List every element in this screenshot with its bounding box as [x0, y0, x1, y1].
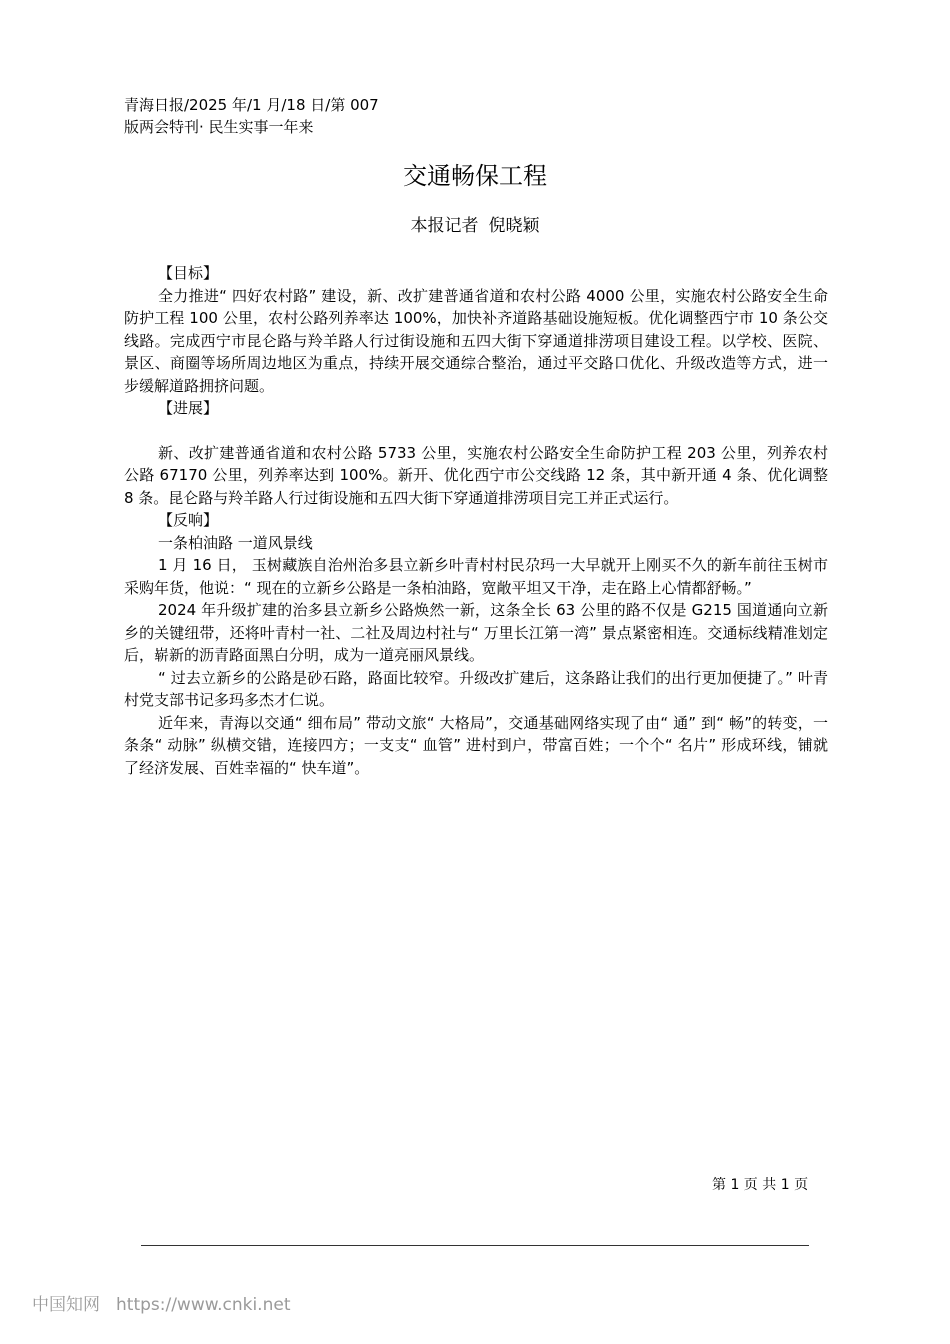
paragraph-progress: 新、改扩建普通省道和农村公路 5733 公里，实施农村公路安全生命防护工程 203 公里，列养农村公路 67170 公里，列养率达到 100%。新开、优化西宁市公交线路 12 条，其中新开通 4 条、优化调整 8 条。昆仑路与羚羊路人行过街设施和五四大街下穿通道排涝项目完工并正式运行。: [124, 443, 828, 507]
author-name: 倪晓颖: [488, 216, 540, 236]
article-body: [124, 262, 828, 779]
source-line-2: 版两会特刊· 民生实事一年来: [124, 118, 314, 136]
cnki-logo-text: 中国知网: [32, 1295, 100, 1315]
footer-watermark: [32, 1293, 290, 1317]
section-heading-goal: 【目标】: [158, 264, 219, 282]
author-label: 本报记者: [410, 216, 479, 236]
paragraph-response-3: “ 过去立新乡的公路是砂石路，路面比较窄。升级改扩建后，这条路让我们的出行更加便捷了。” 叶青村党支部书记多玛多杰才仁说。: [124, 668, 828, 709]
source-info: [124, 94, 379, 138]
section-heading-progress: 【进展】: [158, 399, 219, 417]
blank-line: [124, 420, 828, 442]
cnki-url: https://www.cnki.net: [116, 1295, 291, 1315]
article-title: 交通畅保工程: [403, 162, 547, 190]
subheading-response: 一条柏油路 一道风景线: [158, 533, 313, 552]
footer-divider: [141, 1245, 809, 1246]
article-byline: [0, 214, 950, 238]
page-number: 第 1 页 共 1 页: [712, 1177, 809, 1193]
section-heading-response: 【反响】: [158, 511, 219, 529]
paragraph-response-1: 1 月 16 日， 玉树藏族自治州治多县立新乡叶青村村民尕玛一大早就开上刚买不久的新车前往玉树市采购年货，他说：“ 现在的立新乡公路是一条柏油路，宽敞平坦又干净，走在路上心情都舒畅。”: [124, 556, 828, 597]
paragraph-response-2: 2024 年升级扩建的治多县立新乡公路焕然一新，这条全长 63 公里的路不仅是 G215 国道通向立新乡的关键纽带，还将叶青村一社、二社及周边村社与“ 万里长江第一湾” 景点紧密相连。交通标线精准划定后，崭新的沥青路面黑白分明，成为一道亮丽风景线。: [124, 601, 828, 664]
paragraph-response-4: 近年来，青海以交通“ 细布局” 带动文旅“ 大格局”，交通基础网络实现了由“ 通” 到“ 畅”的转变，一条条“ 动脉” 纵横交错，连接四方；一支支“ 血管” 进村到户，带富百姓；一个个“ 名片” 形成环线，铺就了经济发展、百姓幸福的“ 快车道”。: [124, 713, 828, 777]
source-line-1: 青海日报/2025 年/1 月/18 日/第 007: [124, 96, 379, 114]
paragraph-goal: 全力推进“ 四好农村路” 建设，新、改扩建普通省道和农村公路 4000 公里，实施农村公路安全生命防护工程 100 公里，农村公路列养率达 100%，加快补齐道路基础设施短板。优化调整西宁市 10 条公交线路。完成西宁市昆仑路与羚羊路人行过街设施和五四大街下穿通道排涝项目建设工程。以学校、医院、景区、商圈等场所周边地区为重点，持续开展交通综合整治，通过平交路口优化、升级改造等方式，进一步缓解道路拥挤问题。: [124, 286, 828, 395]
